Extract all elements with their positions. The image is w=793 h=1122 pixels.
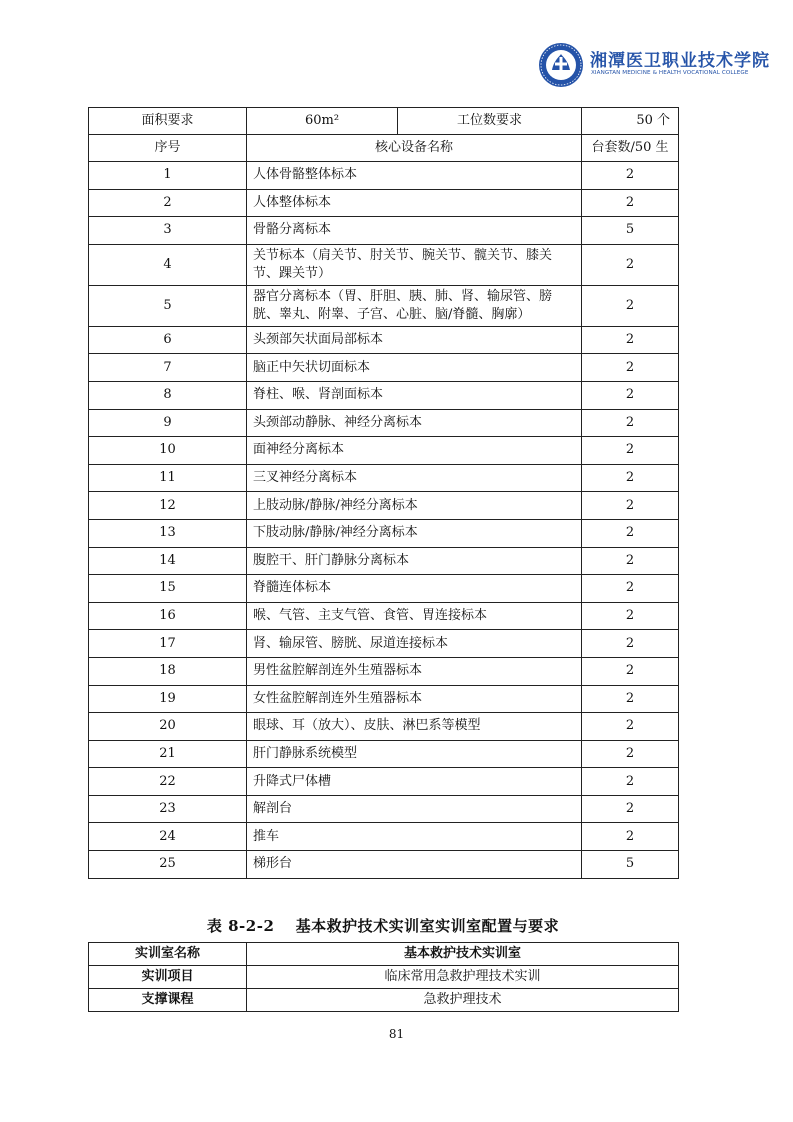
row-index: 1 [89,162,247,190]
college-logo [520,38,770,92]
equipment-name: 关节标本（肩关节、肘关节、腕关节、髋关节、膝关节、踝关节） [247,244,582,285]
equipment-table [88,107,679,879]
equipment-count: 2 [582,162,679,190]
table-row [89,189,679,217]
table-row [89,244,679,285]
table-row [89,989,679,1012]
equipment-count: 2 [582,519,679,547]
table-row [89,547,679,575]
table-row [89,740,679,768]
table-row [89,464,679,492]
row-index: 21 [89,740,247,768]
equipment-count: 2 [582,492,679,520]
equipment-count: 2 [582,409,679,437]
course-value: 急救护理技术 [247,989,679,1012]
equipment-name: 梯形台 [247,851,582,879]
equipment-count: 2 [582,244,679,285]
row-index: 22 [89,768,247,796]
table-row [89,943,679,966]
lab-name-label: 实训室名称 [89,943,247,966]
equipment-count: 5 [582,217,679,245]
equipment-count: 2 [582,381,679,409]
equipment-name: 下肢动脉/静脉/神经分离标本 [247,519,582,547]
equipment-name: 升降式尸体槽 [247,768,582,796]
table-row [89,685,679,713]
row-index: 2 [89,189,247,217]
equipment-count: 2 [582,602,679,630]
lab-name-value: 基本救护技术实训室 [247,943,679,966]
row-index: 14 [89,547,247,575]
area-value: 60m² [247,108,398,135]
equipment-name: 肝门静脉系统模型 [247,740,582,768]
table-row [89,381,679,409]
row-index: 20 [89,713,247,741]
column-header-count: 台套数/50 生 [582,135,679,162]
row-index: 10 [89,437,247,465]
table-row [89,795,679,823]
equipment-count: 2 [582,685,679,713]
row-index: 3 [89,217,247,245]
equipment-count: 2 [582,437,679,465]
table2-caption: 表 8-2-2 基本救护技术实训室实训室配置与要求 [206,917,560,935]
equipment-rows [89,162,679,879]
logo-subtitle: XIANGTAN MEDICINE & HEALTH VOCATIONAL COLLEGE [591,70,749,76]
lab-config-table [88,942,679,1012]
equipment-count: 2 [582,795,679,823]
training-item-label: 实训项目 [89,966,247,989]
row-index: 23 [89,795,247,823]
table-row [89,851,679,879]
equipment-name: 上肢动脉/静脉/神经分离标本 [247,492,582,520]
row-index: 7 [89,354,247,382]
equipment-name: 推车 [247,823,582,851]
equipment-count: 2 [582,285,679,326]
table-row [89,409,679,437]
row-index: 25 [89,851,247,879]
row-index: 11 [89,464,247,492]
stations-value: 50 个 [582,108,679,135]
row-index: 8 [89,381,247,409]
equipment-name: 人体整体标本 [247,189,582,217]
row-index: 24 [89,823,247,851]
table-row [89,437,679,465]
equipment-name: 头颈部动静脉、神经分离标本 [247,409,582,437]
row-index: 18 [89,657,247,685]
row-index: 9 [89,409,247,437]
equipment-name: 喉、气管、主支气管、食管、胃连接标本 [247,602,582,630]
equipment-name: 骨骼分离标本 [247,217,582,245]
row-index: 13 [89,519,247,547]
equipment-count: 2 [582,575,679,603]
equipment-name: 脊髓连体标本 [247,575,582,603]
table-row [89,602,679,630]
row-index: 12 [89,492,247,520]
equipment-name: 女性盆腔解剖连外生殖器标本 [247,685,582,713]
equipment-count: 2 [582,740,679,768]
equipment-name: 人体骨骼整体标本 [247,162,582,190]
equipment-name: 面神经分离标本 [247,437,582,465]
equipment-count: 2 [582,823,679,851]
table-row [89,354,679,382]
row-index: 19 [89,685,247,713]
table-row [89,519,679,547]
requirements-row [89,108,679,135]
row-index: 6 [89,326,247,354]
table-row [89,575,679,603]
table-row [89,217,679,245]
equipment-count: 2 [582,713,679,741]
equipment-name: 眼球、耳（放大）、皮肤、淋巴系等模型 [247,713,582,741]
equipment-name: 腹腔干、肝门静脉分离标本 [247,547,582,575]
table-row [89,768,679,796]
equipment-name: 器官分离标本（胃、肝胆、胰、肺、肾、输尿管、膀胱、睾丸、附睾、子宫、心脏、脑/脊髓、胸廓） [247,285,582,326]
area-label: 面积要求 [89,108,247,135]
table-row [89,326,679,354]
table-row [89,823,679,851]
table-row [89,162,679,190]
equipment-count: 2 [582,464,679,492]
row-index: 15 [89,575,247,603]
equipment-count: 2 [582,326,679,354]
row-index: 16 [89,602,247,630]
course-label: 支撑课程 [89,989,247,1012]
row-index: 5 [89,285,247,326]
logo-title: 湘潭医卫职业技术学院 [590,51,770,71]
equipment-count: 2 [582,630,679,658]
row-index: 4 [89,244,247,285]
equipment-name: 脊柱、喉、肾剖面标本 [247,381,582,409]
equipment-count: 2 [582,189,679,217]
equipment-name: 三叉神经分离标本 [247,464,582,492]
table-row [89,713,679,741]
stations-label: 工位数要求 [398,108,582,135]
table-row [89,492,679,520]
column-header-index: 序号 [89,135,247,162]
page-number: 81 [388,1027,405,1041]
table-row [89,630,679,658]
equipment-name: 头颈部矢状面局部标本 [247,326,582,354]
equipment-count: 2 [582,547,679,575]
equipment-name: 脑正中矢状切面标本 [247,354,582,382]
table-row [89,657,679,685]
college-emblem-icon [538,42,584,88]
equipment-count: 5 [582,851,679,879]
equipment-name: 男性盆腔解剖连外生殖器标本 [247,657,582,685]
equipment-count: 2 [582,354,679,382]
equipment-count: 2 [582,657,679,685]
equipment-name: 肾、输尿管、膀胱、尿道连接标本 [247,630,582,658]
equipment-name: 解剖台 [247,795,582,823]
column-header-name: 核心设备名称 [247,135,582,162]
column-header-row [89,135,679,162]
equipment-count: 2 [582,768,679,796]
training-item-value: 临床常用急救护理技术实训 [247,966,679,989]
table-row [89,285,679,326]
table-row [89,966,679,989]
row-index: 17 [89,630,247,658]
